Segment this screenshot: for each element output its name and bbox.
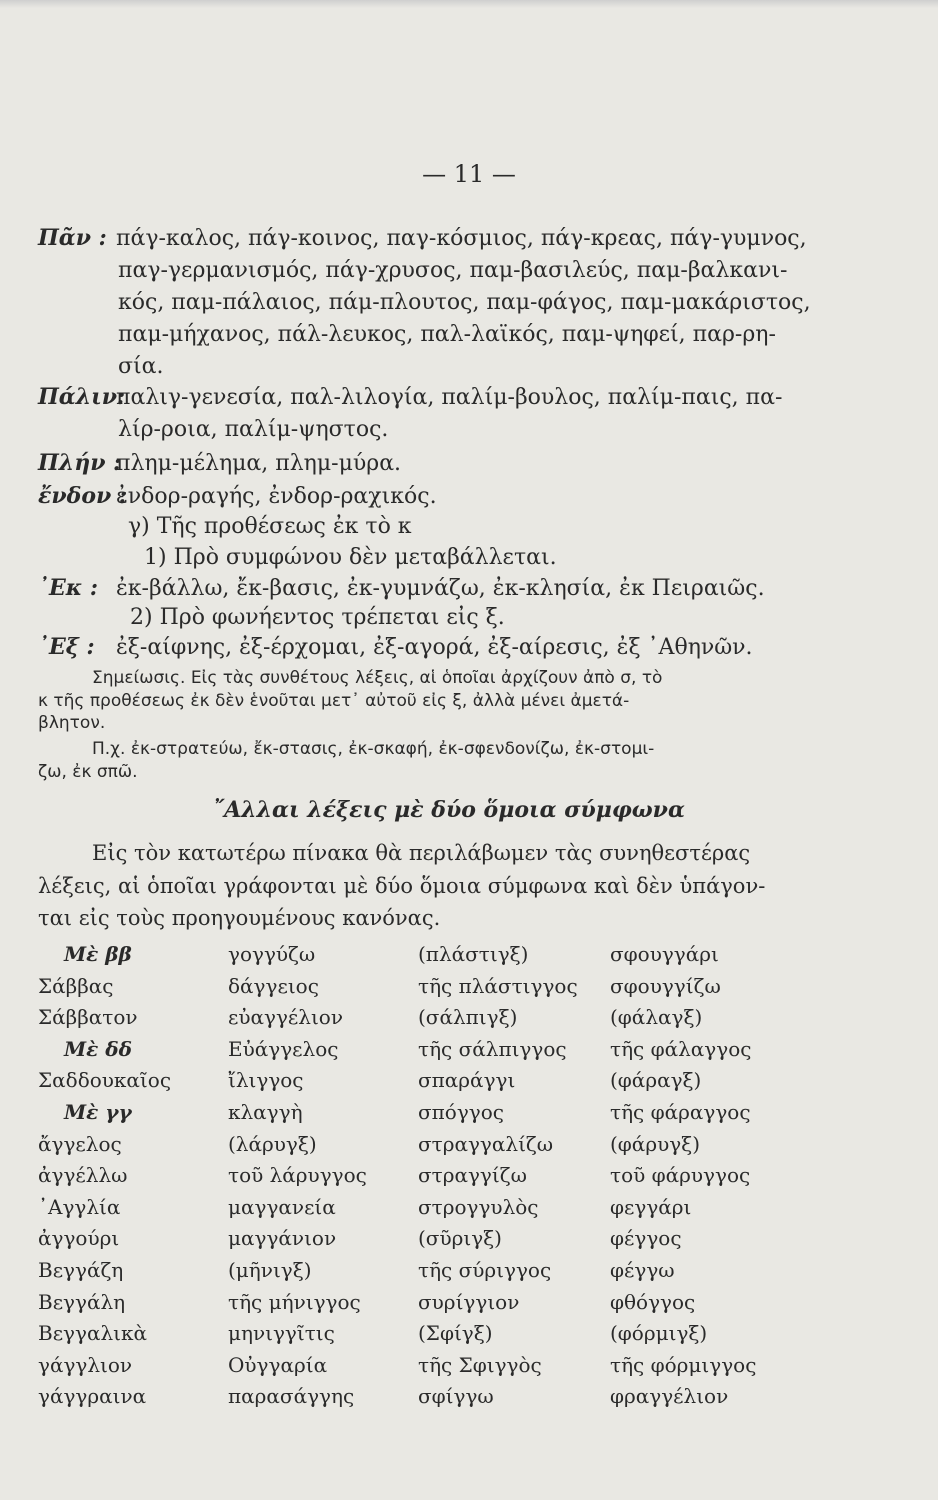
table-word: τῆς φάλαγγος <box>610 1036 752 1061</box>
table-word: κλαγγὴ <box>228 1100 303 1124</box>
table-word: (λάρυγξ) <box>228 1131 317 1156</box>
table-word: φραγγέλιον <box>610 1384 729 1409</box>
note-line: βλητον. <box>38 713 106 733</box>
table-word: (Σφίγξ) <box>418 1321 493 1346</box>
table-word: στραγγίζω <box>418 1163 527 1188</box>
table-word: στρογγυλὸς <box>418 1194 539 1219</box>
table-word: σπόγγος <box>418 1100 504 1124</box>
table-word: γάγγλιον <box>38 1352 133 1377</box>
entry-pan <box>38 226 808 251</box>
table-group-header: Μὲ γγ <box>64 1100 132 1124</box>
rule-1: 1) Πρὸ συμφώνου δὲν μεταβάλλεται. <box>144 545 557 570</box>
entry-palin <box>38 385 808 410</box>
table-word: παρασάγγης <box>228 1384 355 1409</box>
entry-label: ἔνδον : <box>38 483 128 509</box>
entry-line: παγ-γερμανισμός, πάγ-χρυσος, παμ-βασιλεύς, παμ-βαλκανι- <box>118 258 788 283</box>
entry-line: ἐξ-αίφνης, ἐξ-έρχομαι, ἐξ-αγορά, ἐξ-αίρεσις, ἐξ ᾿Αθηνῶν. <box>116 635 753 660</box>
table-word: φέγγω <box>610 1258 675 1282</box>
entry-ek <box>38 576 808 601</box>
table-word: ἀγγέλλω <box>38 1163 128 1188</box>
table-word: τῆς φόρμιγγος <box>610 1352 757 1377</box>
page-number: — 11 — <box>422 160 516 188</box>
table-word: (φάρυγξ) <box>610 1131 700 1156</box>
table-word: (σῦριγξ) <box>418 1226 502 1251</box>
table-word: τοῦ λάρυγγος <box>228 1163 367 1188</box>
entry-label: Πάλιν: <box>38 384 126 410</box>
entry-line: σία. <box>118 354 164 379</box>
table-word: τῆς σάλπιγγος <box>418 1036 567 1061</box>
table-word: φθόγγος <box>610 1289 696 1314</box>
table-word: μαγγάνιον <box>228 1226 337 1251</box>
entry-line: ἐνδορ-ραγής, ἐνδορ-ραχικός. <box>116 484 437 509</box>
entry-line: ἐκ-βάλλω, ἔκ-βασις, ἐκ-γυμνάζω, ἐκ-κλησία, ἐκ Πειραιῶς. <box>116 576 765 601</box>
table-word: ᾿Αγγλία <box>38 1194 121 1219</box>
entry-plin <box>38 451 808 476</box>
note-line: ζω, ἐκ σπῶ. <box>38 762 138 782</box>
table-word: Βεγγαλικὰ <box>38 1321 147 1346</box>
entry-label: Πλήν : <box>38 450 122 476</box>
table-word: (φόρμιγξ) <box>610 1321 708 1346</box>
table-word: σφίγγω <box>418 1384 494 1409</box>
table-word: Σαδδουκαῖος <box>38 1068 172 1093</box>
table-word: τῆς πλάστιγγος <box>418 973 578 998</box>
rule-2: 2) Πρὸ φωνήεντος τρέπεται εἰς ξ. <box>130 605 505 630</box>
table-word: συρίγγιον <box>418 1289 520 1314</box>
table-word: φεγγάρι <box>610 1194 692 1219</box>
table-word: δάγγειος <box>228 973 319 998</box>
entry-line: πλημ-μέλημα, πλημ-μύρα. <box>116 451 402 476</box>
intro-line: λέξεις, αἱ ὁποῖαι γράφονται μὲ δύο ὅμοια σύμφωνα καὶ δὲν ὑπάγον- <box>38 874 766 898</box>
table-word: μηνιγγῖτις <box>228 1321 335 1346</box>
table-word: εὐαγγέλιον <box>228 1005 344 1030</box>
intro-line: Εἰς τὸν κατωτέρω πίνακα θὰ περιλάβωμεν τὰς συνηθεστέρας <box>92 841 751 865</box>
table-word: Βεγγάλη <box>38 1289 126 1314</box>
section-title: ῎Αλλαι λέξεις μὲ δύο ὅμοια σύμφωνα <box>213 797 685 823</box>
table-word: Σάββατον <box>38 1005 138 1030</box>
table-word: τοῦ φάρυγγος <box>610 1163 751 1188</box>
section-heading-g: γ) Τῆς προθέσεως ἐκ τὸ κ <box>128 514 412 539</box>
table-group-header: Μὲ δδ <box>64 1036 132 1061</box>
table-word: ἀγγούρι <box>38 1226 120 1251</box>
table-word: Οὐγγαρία <box>228 1352 328 1377</box>
table-word: τῆς Σφιγγὸς <box>418 1352 542 1377</box>
table-word: ἴλιγγος <box>228 1068 304 1093</box>
table-word: Βεγγάζη <box>38 1258 124 1282</box>
table-word: (φάραγξ) <box>610 1068 702 1093</box>
entry-line: κός, παμ-πάλαιος, πάμ-πλουτος, παμ-φάγος, παμ-μακάριστος, <box>118 290 811 315</box>
note-line: Π.χ. ἐκ-στρατεύω, ἔκ-στασις, ἐκ-σκαφή, ἐκ-σφενδονίζω, ἐκ-στομι- <box>92 739 655 759</box>
table-word: τῆς μήνιγγος <box>228 1289 361 1314</box>
table-word: φέγγος <box>610 1226 682 1251</box>
table-word: (μῆνιγξ) <box>228 1258 312 1282</box>
entry-label: Πᾶν : <box>38 225 107 251</box>
table-word: (σάλπιγξ) <box>418 1005 518 1030</box>
table-word: (πλάστιγξ) <box>418 942 529 966</box>
entry-line: παλιγ-γενεσία, παλ-λιλογία, παλίμ-βουλος, παλίμ-παις, πα- <box>116 385 783 410</box>
note-line: κ τῆς προθέσεως ἐκ δὲν ἑνοῦται μετ᾿ αὐτοῦ εἰς ξ, ἀλλὰ μένει ἀμετά- <box>38 691 630 711</box>
entry-label: ᾿Εκ : <box>38 575 99 601</box>
table-word: γάγγραινα <box>38 1384 147 1409</box>
entry-eks <box>38 635 808 660</box>
table-word: σφουγγίζω <box>610 973 721 998</box>
entry-line: λίρ-ροια, παλίμ-ψηστος. <box>118 417 389 442</box>
table-word: σπαράγγι <box>418 1068 516 1093</box>
entry-endon <box>38 484 808 509</box>
entry-line: πάγ-καλος, πάγ-κοινος, παγ-κόσμιος, πάγ-κρεας, πάγ-γυμνος, <box>116 226 807 251</box>
table-word: Σάββας <box>38 973 114 998</box>
table-word: (φάλαγξ) <box>610 1005 703 1030</box>
table-word: Εὐάγγελος <box>228 1036 339 1061</box>
table-word: ἄγγελος <box>38 1131 122 1156</box>
scan-top-edge <box>0 0 938 8</box>
table-word: γογγύζω <box>228 942 316 966</box>
note-line: Σημείωσις. Εἰς τὰς συνθέτους λέξεις, αἱ ὁποῖαι ἀρχίζουν ἀπὸ σ, τὸ <box>92 668 663 688</box>
table-word: σφουγγάρι <box>610 942 719 966</box>
table-word: τῆς σύριγγος <box>418 1258 552 1282</box>
table-group-header: Μὲ ββ <box>64 942 132 966</box>
intro-line: ται εἰς τοὺς προηγουμένους κανόνας. <box>38 906 441 930</box>
table-word: στραγγαλίζω <box>418 1131 554 1156</box>
entry-line: παμ-μήχανος, πάλ-λευκος, παλ-λαϊκός, παμ-ψηφεί, παρ-ρη- <box>118 322 776 347</box>
table-word: τῆς φάραγγος <box>610 1100 751 1124</box>
table-word: μαγγανεία <box>228 1194 336 1219</box>
entry-label: ᾿Εξ : <box>38 634 95 660</box>
